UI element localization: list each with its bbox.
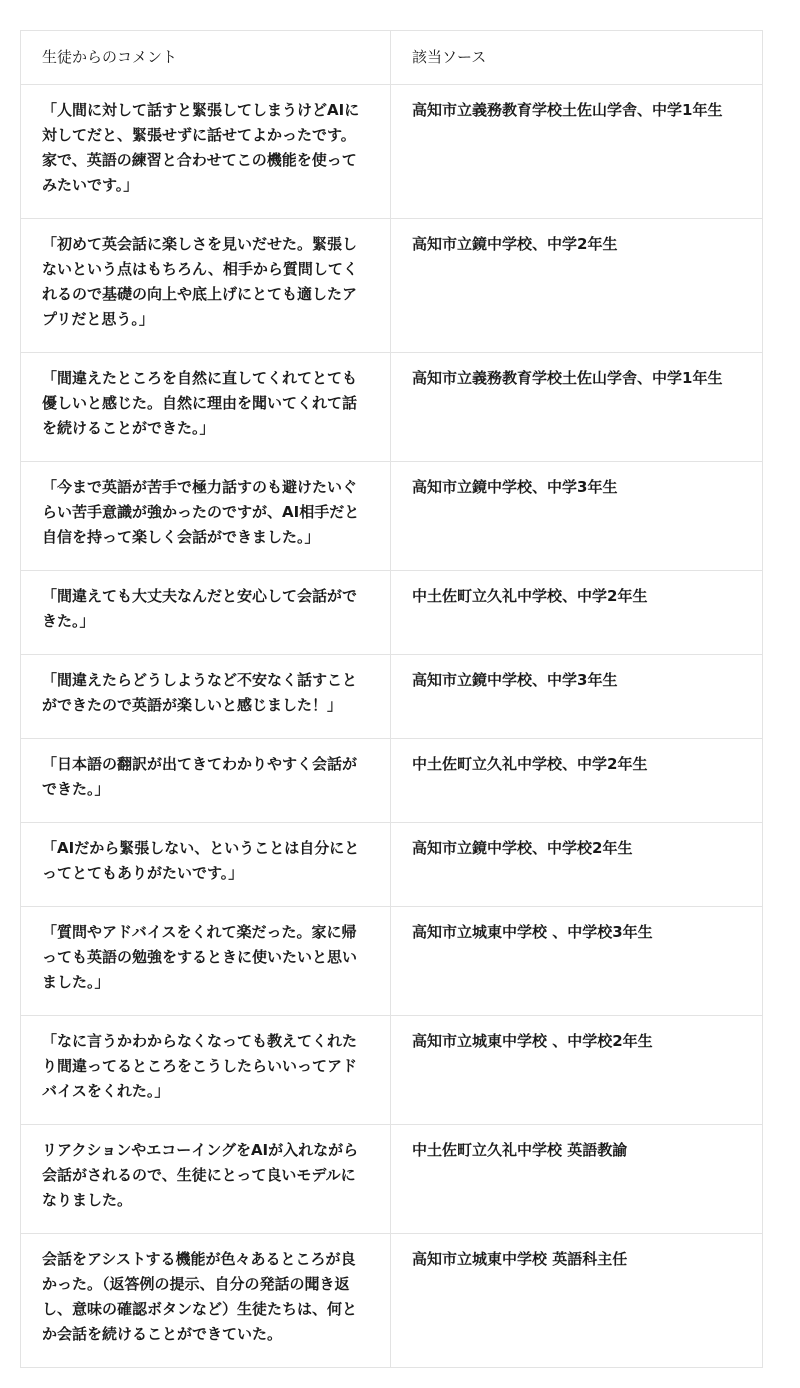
table-row [21, 823, 763, 907]
comment-cell: リアクションやエコーイングをAIが入れながら会話がされるので、生徒にとって良いモデルになりました。 [21, 1125, 391, 1234]
comment-cell: 「間違えたらどうしようなど不安なく話すことができたので英語が楽しいと感じました！」 [21, 655, 391, 739]
table-row [21, 219, 763, 353]
comment-cell: 「AIだから緊張しない、ということは自分にとってとてもありがたいです。」 [21, 823, 391, 907]
source-cell: 高知市立城東中学校 英語科主任 [391, 1234, 763, 1368]
source-cell: 中土佐町立久礼中学校、中学2年生 [391, 739, 763, 823]
source-cell: 高知市立城東中学校 、中学校3年生 [391, 907, 763, 1016]
source-cell: 高知市立義務教育学校土佐山学舎、中学1年生 [391, 353, 763, 462]
table-header-row [21, 31, 763, 85]
source-cell: 中土佐町立久礼中学校、中学2年生 [391, 571, 763, 655]
header-comment: 生徒からのコメント [21, 31, 391, 85]
source-cell: 高知市立鏡中学校、中学3年生 [391, 655, 763, 739]
table-row [21, 1234, 763, 1368]
table-row [21, 655, 763, 739]
source-cell: 中土佐町立久礼中学校 英語教諭 [391, 1125, 763, 1234]
table-row [21, 571, 763, 655]
table-row [21, 739, 763, 823]
comment-cell: 「人間に対して話すと緊張してしまうけどAIに対してだと、緊張せずに話せてよかったです。家で、英語の練習と合わせてこの機能を使ってみたいです。」 [21, 85, 391, 219]
source-cell: 高知市立鏡中学校、中学校2年生 [391, 823, 763, 907]
source-cell: 高知市立義務教育学校土佐山学舎、中学1年生 [391, 85, 763, 219]
table-row [21, 353, 763, 462]
table-row [21, 907, 763, 1016]
comment-cell: 「間違えても大丈夫なんだと安心して会話ができた。」 [21, 571, 391, 655]
table-row [21, 1016, 763, 1125]
source-cell: 高知市立鏡中学校、中学2年生 [391, 219, 763, 353]
table-row [21, 462, 763, 571]
header-source: 該当ソース [391, 31, 763, 85]
comment-cell: 「質問やアドバイスをくれて楽だった。家に帰っても英語の勉強をするときに使いたいと思いました。」 [21, 907, 391, 1016]
comment-cell: 「今まで英語が苦手で極力話すのも避けたいぐらい苦手意識が強かったのですが、AI相手だと自信を持って楽しく会話ができました。」 [21, 462, 391, 571]
comment-cell: 「間違えたところを自然に直してくれてとても優しいと感じた。自然に理由を聞いてくれて話を続けることができた。」 [21, 353, 391, 462]
source-cell: 高知市立鏡中学校、中学3年生 [391, 462, 763, 571]
source-cell: 高知市立城東中学校 、中学校2年生 [391, 1016, 763, 1125]
table-row [21, 85, 763, 219]
comment-cell: 「なに言うかわからなくなっても教えてくれたり間違ってるところをこうしたらいいってアドバイスをくれた。」 [21, 1016, 391, 1125]
comments-table-container [20, 30, 762, 1368]
comments-table [20, 30, 763, 1368]
comment-cell: 会話をアシストする機能が色々あるところが良かった。（返答例の提示、自分の発話の聞き返し、意味の確認ボタンなど）生徒たちは、何とか会話を続けることができていた。 [21, 1234, 391, 1368]
comment-cell: 「初めて英会話に楽しさを見いだせた。緊張しないという点はもちろん、相手から質問してくれるので基礎の向上や底上げにとても適したアプリだと思う。」 [21, 219, 391, 353]
comment-cell: 「日本語の翻訳が出てきてわかりやすく会話ができた。」 [21, 739, 391, 823]
table-row [21, 1125, 763, 1234]
